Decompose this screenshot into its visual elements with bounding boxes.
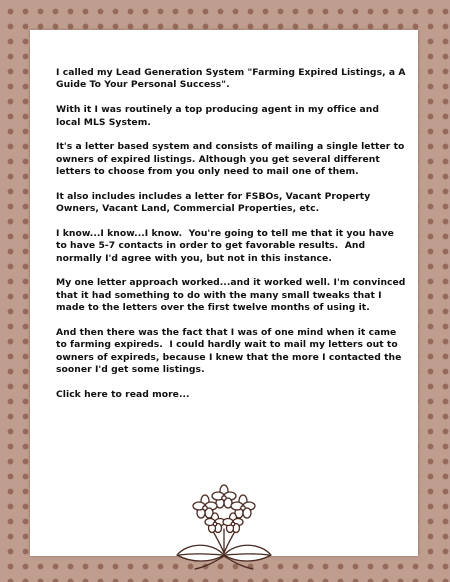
paragraph-also-includes: It also includes includes a letter for FSBOs, Vacant Property Owners, Vacant Land, Commercial Properties, etc. xyxy=(56,190,374,215)
letter-body xyxy=(56,67,409,414)
read-more-link[interactable]: Click here to read more... xyxy=(56,388,190,400)
paragraph-top-producer: With it I was routinely a top producing agent in my office and local MLS System. xyxy=(56,104,383,128)
paragraph-intro: I called my Lead Generation System "Farming Expired Listings, a A Guide To Your Personal Success". xyxy=(56,67,409,91)
paragraph-one-mind: And then there was the fact that I was of one mind when it came to farming expireds. I could hardly wait to mail my letters out to owners of expireds, because I knew that the more I contacted the sooner I'd get some listings. xyxy=(56,326,405,376)
read-more-paragraph xyxy=(56,389,406,401)
paragraph-letter-system: It's a letter based system and consists of mailing a single letter to owners of expired listings. Although you get several different letters to choose from you only need to mail one of them. xyxy=(56,141,408,178)
letter-paper xyxy=(30,30,418,556)
flower-ornament-icon xyxy=(169,483,279,573)
paragraph-i-know: I know...I know...I know. You're going to tell me that it you have to have 5-7 contacts in order to get favorable results. And normally I'd agree with you, but not in this instance. xyxy=(56,227,398,264)
paragraph-one-letter: My one letter approach worked...and it worked well. I'm convinced that it had something to do with the many small tweaks that I made to the letters over the first twelve months of using it. xyxy=(56,277,409,314)
